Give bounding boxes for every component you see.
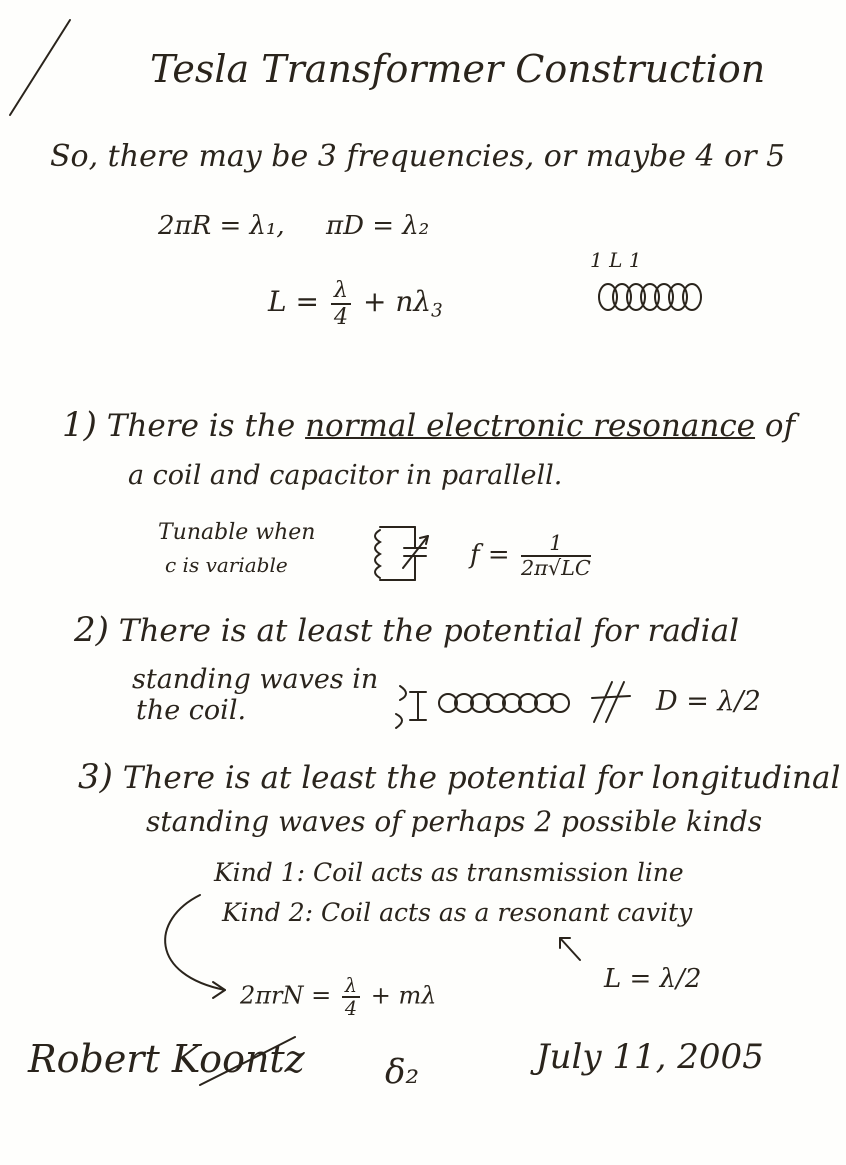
item1-pre: There is the bbox=[106, 408, 306, 444]
item2-line2: standing waves in bbox=[132, 664, 379, 695]
radial-coil-icon bbox=[396, 682, 630, 728]
coil-sketch-icon bbox=[599, 284, 701, 310]
formula-den: 2π√LC bbox=[520, 555, 591, 580]
kind2-line: Kind 2: Coil acts as a resonant cavity bbox=[222, 898, 693, 927]
item2-equation: D = λ/2 bbox=[656, 686, 761, 717]
item1-line2: a coil and capacitor in parallell. bbox=[128, 460, 563, 491]
eqn-num: λ bbox=[342, 975, 360, 998]
stray-stroke bbox=[10, 20, 70, 115]
eqn-den: 4 bbox=[344, 997, 358, 1021]
item3-length-eq: L = λ/2 bbox=[604, 964, 702, 994]
coil-marks: 1 L 1 bbox=[590, 248, 642, 272]
lc-circuit-icon bbox=[375, 527, 428, 580]
eq-circumference: 2πR = λ₁, bbox=[158, 211, 285, 241]
date: July 11, 2005 bbox=[536, 1037, 764, 1077]
item3-number: 3) bbox=[78, 757, 113, 797]
formula-num: 1 bbox=[521, 532, 591, 557]
item3-line2: standing waves of perhaps 2 possible kinds bbox=[146, 805, 763, 838]
signature-flourish bbox=[200, 1037, 295, 1085]
eq-length-sub: 3 bbox=[431, 300, 443, 322]
formula-lhs: f = bbox=[470, 539, 510, 570]
eq-length-den: 4 bbox=[333, 303, 349, 330]
kind1-line: Kind 1: Coil acts as transmission line bbox=[214, 858, 684, 887]
item2-text: There is at least the potential for radial bbox=[118, 613, 739, 649]
eq-length-rest: + nλ bbox=[362, 285, 432, 319]
eqn-lhs: 2πrN = bbox=[240, 981, 332, 1010]
curved-arrow-icon bbox=[165, 895, 225, 998]
intro-line: So, there may be 3 frequencies, or maybe 4 or 5 bbox=[50, 139, 786, 174]
item2-number: 2) bbox=[74, 610, 109, 650]
item1-underlined: normal electronic resonance bbox=[305, 408, 756, 444]
item2-line3: the coil. bbox=[136, 695, 247, 726]
signature: Robert Koontz bbox=[28, 1037, 305, 1081]
eq-diameter: πD = λ₂ bbox=[326, 211, 430, 241]
tunable-line2: c is variable bbox=[165, 553, 288, 577]
delta-symbol: δ₂ bbox=[385, 1052, 420, 1092]
page-title: Tesla Transformer Construction bbox=[150, 47, 766, 91]
eq-length-num: λ bbox=[331, 278, 351, 305]
item3-text: There is at least the potential for longitudinal bbox=[122, 760, 841, 796]
item1-number: 1) bbox=[62, 405, 97, 445]
eq-length-lhs: L = bbox=[268, 285, 319, 319]
item1-post: of bbox=[755, 408, 796, 444]
up-arrow-icon bbox=[560, 938, 580, 960]
tunable-line1: Tunable when bbox=[158, 520, 316, 545]
eqn-rest: + mλ bbox=[370, 981, 437, 1010]
